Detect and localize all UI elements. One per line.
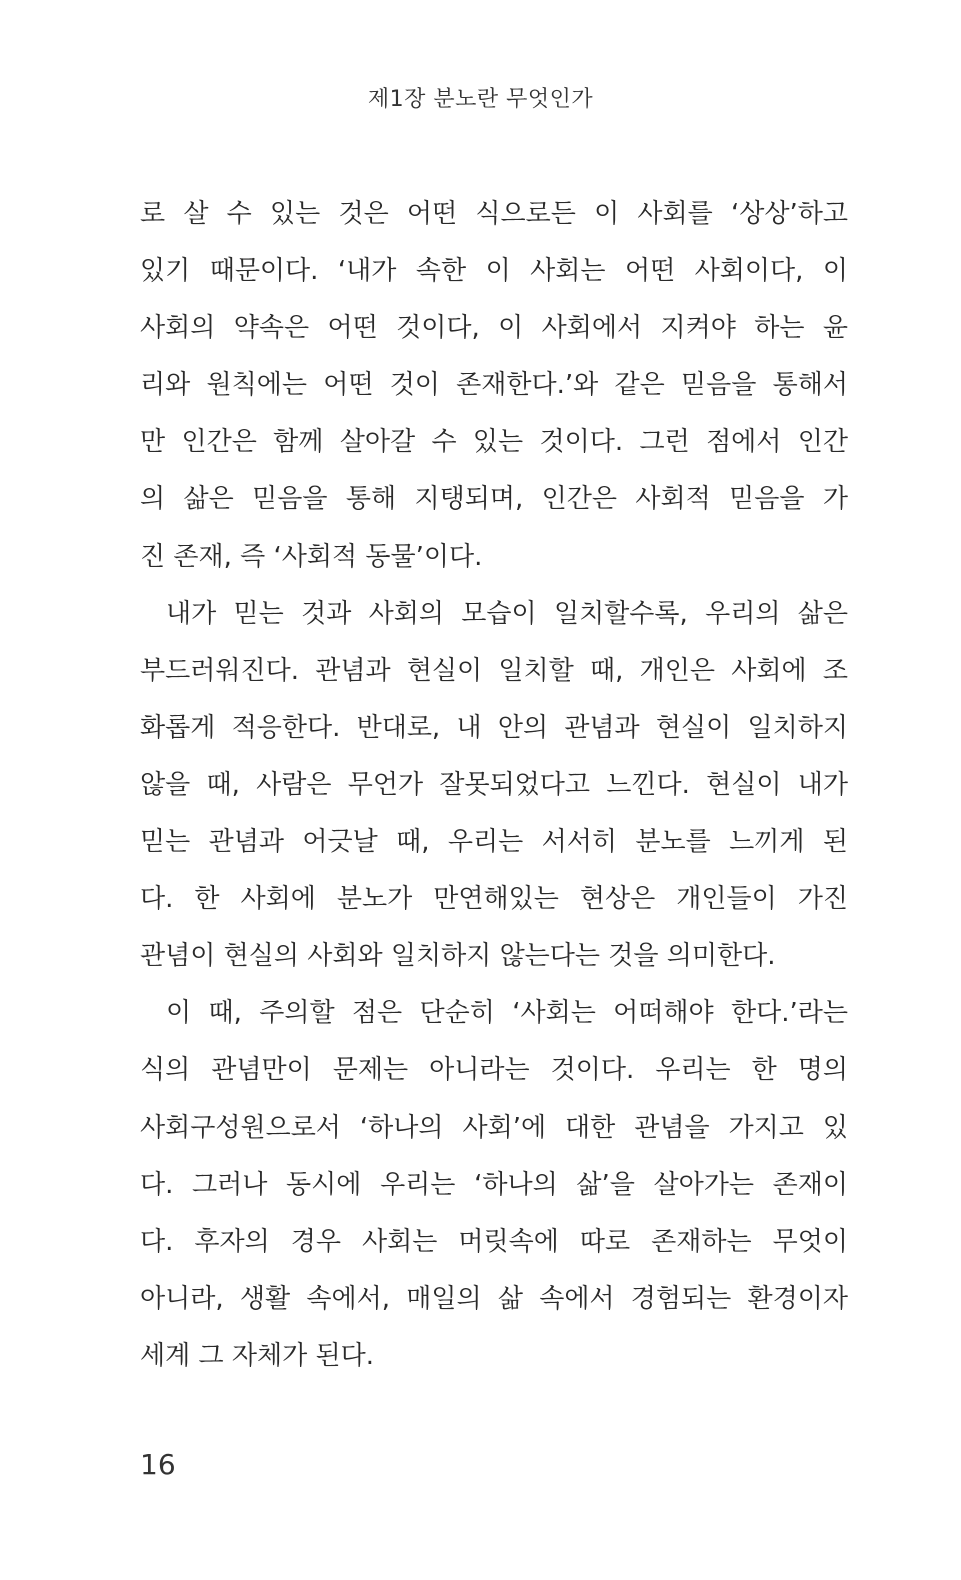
- text-line: 진 존재, 즉 ‘사회적 동물’이다.: [140, 541, 483, 572]
- text-line: 사회구성원으로서 ‘하나의 사회’에 대한 관념을 가지고 있: [140, 1112, 848, 1143]
- page-number: 16: [140, 1448, 176, 1481]
- text-line: 리와 원칙에는 어떤 것이 존재한다.’와 같은 믿음을 통해서: [140, 370, 848, 401]
- text-line: 의 삶은 믿음을 통해 지탱되며, 인간은 사회적 믿음을 가: [140, 484, 848, 515]
- page-body: [140, 192, 848, 1391]
- text-line: 믿는 관념과 어긋날 때, 우리는 서서히 분노를 느끼게 된: [140, 827, 848, 858]
- text-line: 다. 그러나 동시에 우리는 ‘하나의 삶’을 살아가는 존재이: [140, 1169, 848, 1200]
- text-line: 세계 그 자체가 된다.: [140, 1340, 374, 1371]
- text-line: 다. 한 사회에 분노가 만연해있는 현상은 개인들이 가진: [140, 884, 848, 915]
- text-line: 화롭게 적응한다. 반대로, 내 안의 관념과 현실이 일치하지: [140, 712, 848, 743]
- text-line: 다. 후자의 경우 사회는 머릿속에 따로 존재하는 무엇이: [140, 1226, 848, 1257]
- text-line: 만 인간은 함께 살아갈 수 있는 것이다. 그런 점에서 인간: [140, 427, 848, 458]
- text-line: 관념이 현실의 사회와 일치하지 않는다는 것을 의미한다.: [140, 941, 776, 972]
- text-line: 로 살 수 있는 것은 어떤 식으로든 이 사회를 ‘상상’하고: [140, 199, 848, 229]
- text-line: 사회의 약속은 어떤 것이다, 이 사회에서 지켜야 하는 윤: [140, 313, 848, 344]
- text-line: 부드러워진다. 관념과 현실이 일치할 때, 개인은 사회에 조: [140, 655, 848, 686]
- text-line: 이 때, 주의할 점은 단순히 ‘사회는 어떠해야 한다.’라는: [166, 998, 848, 1029]
- text-line: 아니라, 생활 속에서, 매일의 삶 속에서 경험되는 환경이자: [140, 1283, 848, 1314]
- text-line: 있기 때문이다. ‘내가 속한 이 사회는 어떤 사회이다, 이: [140, 256, 848, 287]
- text-line: 않을 때, 사람은 무언가 잘못되었다고 느낀다. 현실이 내가: [140, 769, 848, 800]
- text-line: 식의 관념만이 문제는 아니라는 것이다. 우리는 한 명의: [140, 1055, 848, 1086]
- text-line: 내가 믿는 것과 사회의 모습이 일치할수록, 우리의 삶은: [166, 598, 848, 629]
- chapter-header: 제1장 분노란 무엇인가: [367, 87, 594, 112]
